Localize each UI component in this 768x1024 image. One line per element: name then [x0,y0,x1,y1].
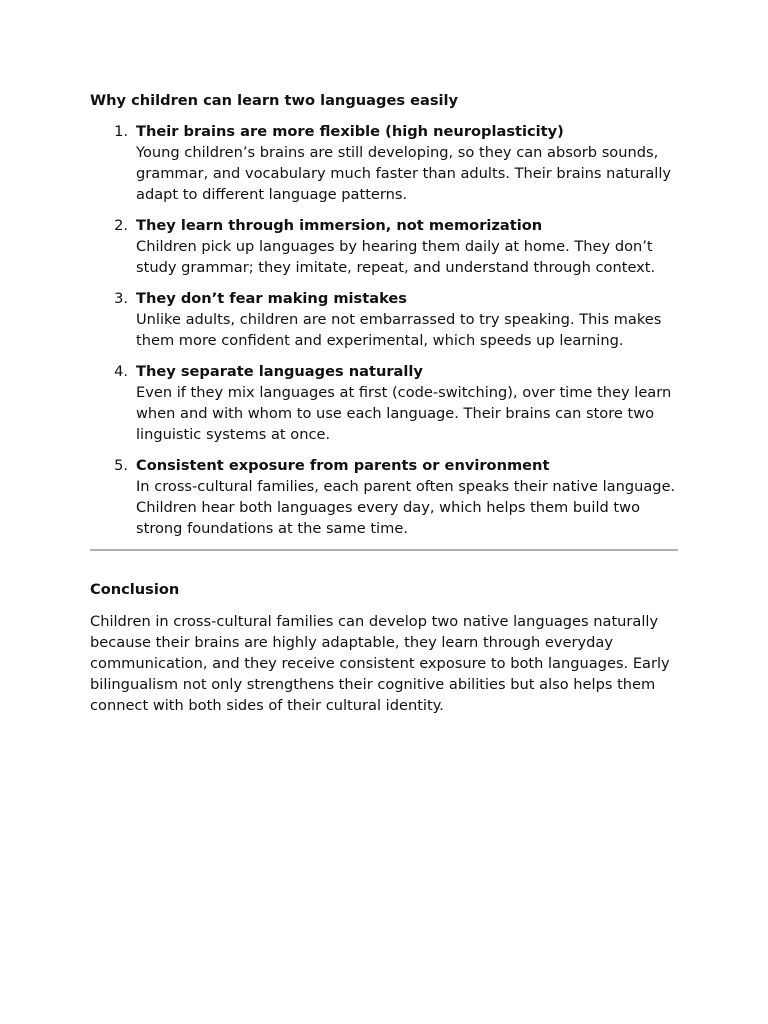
list-item [90,361,678,445]
list-item-title: They learn through immersion, not memorization [136,217,543,234]
list-item-title: They don’t fear making mistakes [136,290,407,307]
list-item-body: Young children’s brains are still developing, so they can absorb sounds, grammar, and vocabulary much faster than adults. Their brains naturally adapt to different language patterns. [136,144,672,203]
list-item-number: 2. [114,217,128,234]
conclusion-heading: Conclusion [90,581,180,598]
list-item [90,288,678,351]
list-item [90,121,678,205]
section-divider [90,549,678,551]
reasons-list [90,121,678,539]
list-item-title: Their brains are more flexible (high neuroplasticity) [136,123,564,140]
list-item-number: 1. [114,123,128,140]
document-page [90,91,678,716]
list-item-number: 5. [114,457,128,474]
list-item-title: They separate languages naturally [136,363,423,380]
list-item-number: 4. [114,363,128,380]
list-item [90,455,678,539]
list-item-number: 3. [114,290,128,307]
list-item [90,215,678,278]
list-item-body: Even if they mix languages at first (code-switching), over time they learn when and with whom to use each language. Their brains can store two linguistic systems at once. [136,384,672,443]
document-heading: Why children can learn two languages easily [90,92,459,109]
list-item-title: Consistent exposure from parents or environment [136,457,550,474]
list-item-body: In cross-cultural families, each parent often speaks their native language. Children hear both languages every day, which helps them build two strong foundations at the same time. [136,478,676,537]
conclusion-paragraph: Children in cross-cultural families can develop two native languages naturally because their brains are highly adaptable, they learn through everyday communication, and they receive consistent exposure to both languages. Early bilingualism not only strengthens their cognitive abilities but also helps them connect with both sides of their cultural identity. [90,613,670,714]
list-item-body: Children pick up languages by hearing them daily at home. They don’t study grammar; they imitate, repeat, and understand through context. [136,238,656,276]
list-item-body: Unlike adults, children are not embarrassed to try speaking. This makes them more confident and experimental, which speeds up learning. [136,311,662,349]
